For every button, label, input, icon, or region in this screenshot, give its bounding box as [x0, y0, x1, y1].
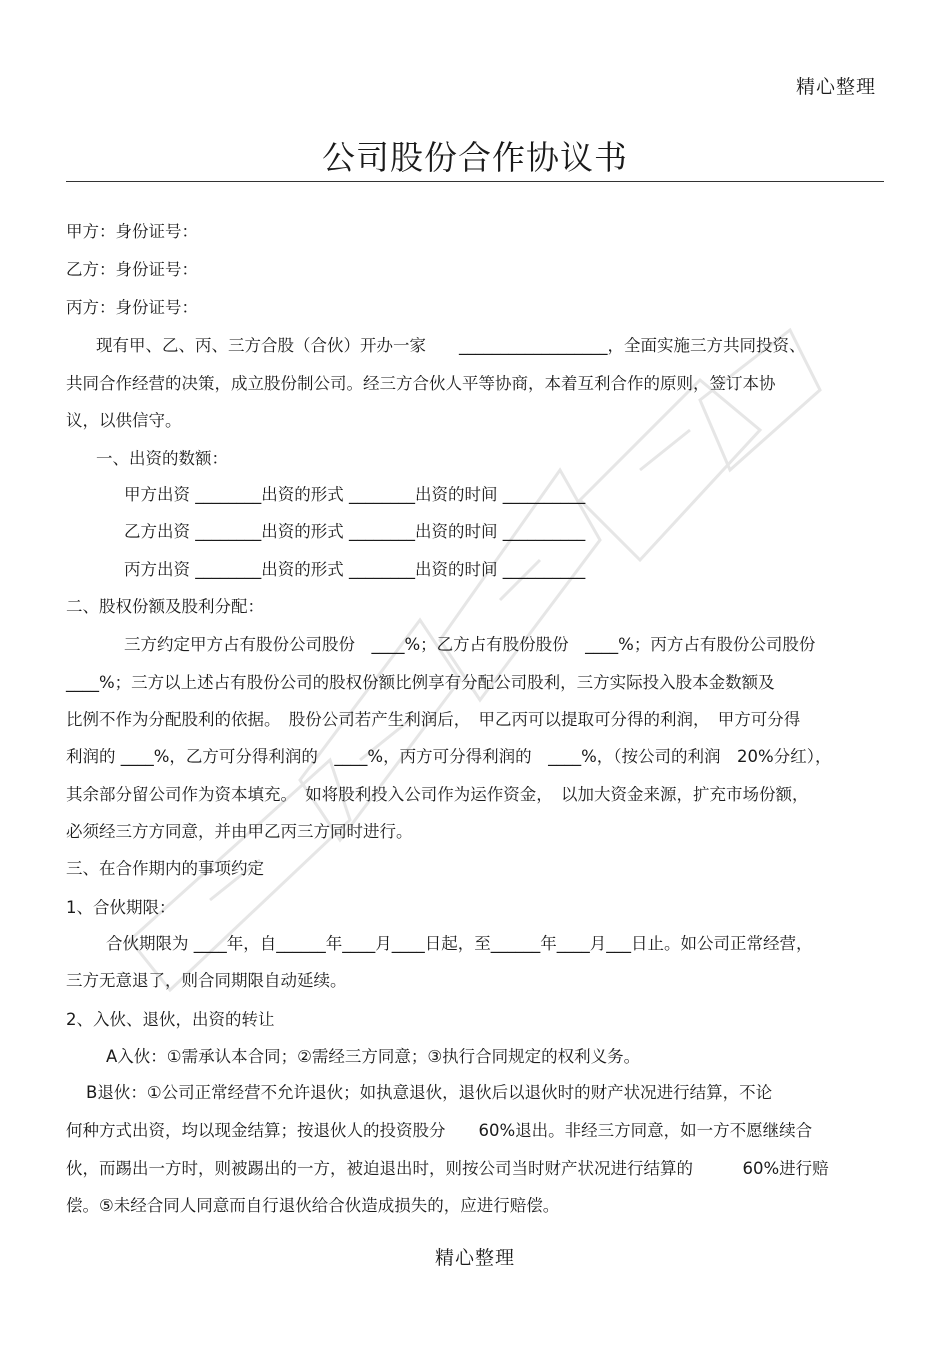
equity-paragraph-line: 其余部分留公司作为资本填充。 如将股利投入公司作为运作资金， 以加大资金来源，扩充市场份额，: [66, 785, 809, 804]
party-b-id: 乙方：身份证号：: [66, 260, 198, 279]
term-paragraph-line: 三方无意退了，则合同期限自动延续。: [66, 971, 347, 990]
party-c-id: 丙方：身份证号：: [66, 298, 198, 317]
withdraw-clause-line: B退伙：①公司正常经营不允许退伙；如执意退伙，退伙后以退伙时的财产状况进行结算，不论: [86, 1083, 773, 1102]
equity-paragraph-line: 利润的 ____%，乙方可分得利润的 ____%，丙方可分得利润的 ____%，（按公司的利润 20%分红），: [66, 747, 832, 766]
join-clause-line: A入伙：①需承认本合同；②需经三方同意；③执行合同规定的权利义务。: [106, 1047, 641, 1066]
capital-row-party-c: 丙方出资 ________出资的形式 ________出资的时间 __________: [124, 560, 586, 579]
page-header: 精心整理: [795, 76, 876, 98]
withdraw-clause-line: 何种方式出资，均以现金结算；按退伙人的投资股分 60%退出。非经三方同意，如一方不愿继续合: [66, 1121, 813, 1140]
page-footer: 精心整理: [434, 1247, 515, 1269]
term-paragraph-line: 合伙期限为 ____年，自______年____月____日起，至______年____月___日止。如公司正常经营，: [106, 934, 813, 953]
title-divider: [66, 181, 884, 182]
subsection-heading: 1、合伙期限：: [66, 898, 176, 917]
document-title: 公司股份合作协议书: [322, 138, 628, 177]
equity-paragraph-line: 必须经三方方同意，并由甲乙丙三方同时进行。: [66, 822, 413, 841]
party-a-id: 甲方：身份证号：: [66, 222, 198, 241]
capital-row-party-a: 甲方出资 ________出资的形式 ________出资的时间 __________: [124, 485, 586, 504]
intro-paragraph-line: 共同合作经营的决策，成立股份制公司。经三方合伙人平等协商，本着互利合作的原则，签订本协: [66, 374, 776, 393]
equity-paragraph-line: ____%；三方以上述占有股份公司的股权份额比例享有分配公司股利，三方实际投入股本金数额及: [66, 673, 775, 692]
equity-paragraph-line: 比例不作为分配股利的依据。 股份公司若产生利润后， 甲乙丙可以提取可分得的利润， 甲方可分得: [66, 710, 801, 729]
intro-paragraph-line: 现有甲、乙、丙、三方合股（合伙）开办一家 __________________，全面实施三方共同投资、: [96, 336, 806, 355]
withdraw-clause-line: 偿。⑤未经合同人同意而自行退伙给合伙造成损失的，应进行赔偿。: [66, 1196, 560, 1215]
withdraw-clause-line: 伙，而踢出一方时，则被踢出的一方，被迫退出时，则按公司当时财产状况进行结算的 60%进行赔: [66, 1159, 829, 1178]
capital-row-party-b: 乙方出资 ________出资的形式 ________出资的时间 __________: [124, 522, 586, 541]
subsection-heading: 2、入伙、退伙，出资的转让: [66, 1010, 275, 1029]
section-heading: 三、在合作期内的事项约定: [66, 859, 264, 878]
section-heading: 一、出资的数额：: [96, 449, 228, 468]
section-heading: 二、股权份额及股利分配：: [66, 597, 264, 616]
equity-paragraph-line: 三方约定甲方占有股份公司股份 ____%；乙方占有股份股份 ____%；丙方占有股份公司股份: [124, 635, 816, 654]
intro-paragraph-line: 议，以供信守。: [66, 411, 182, 430]
